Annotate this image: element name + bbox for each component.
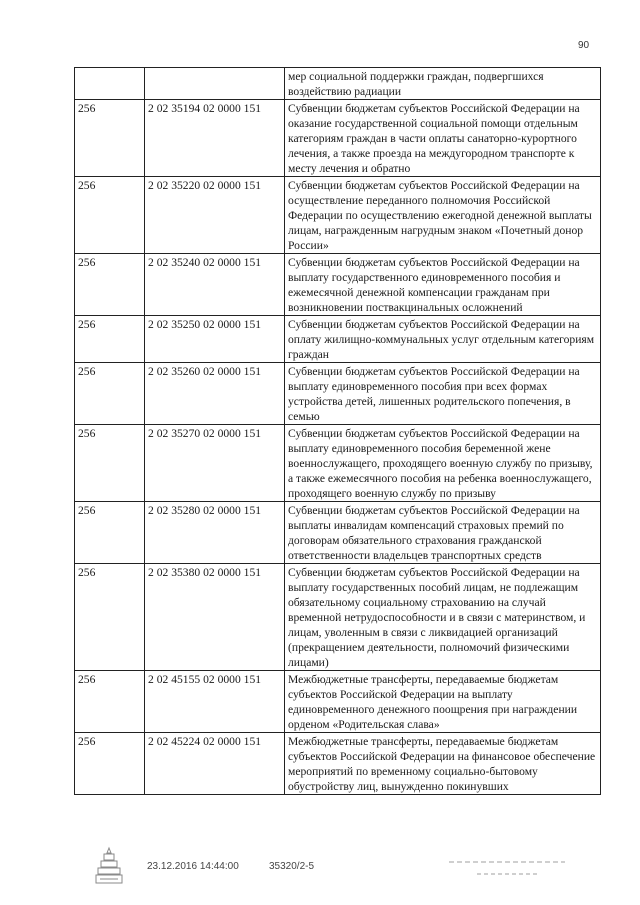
classification-code-cell: 2 02 35194 02 0000 151 [145,100,285,177]
admin-code-cell: 256 [75,100,145,177]
table-row [75,425,601,502]
table-row [75,671,601,733]
classification-code-cell: 2 02 35240 02 0000 151 [145,254,285,316]
description-cell: Межбюджетные трансферты, передаваемые бюджетам субъектов Российской Федерации на выплату единовременного денежного поощрения при награждении орденом «Родительская слава» [285,671,601,733]
description-cell: Субвенции бюджетам субъектов Российской Федерации на оплату жилищно-коммунальных услуг отдельным категориям граждан [285,316,601,363]
description-cell: Субвенции бюджетам субъектов Российской Федерации на осуществление переданного полномочия Российской Федерации по осуществлению ежегодной денежной выплаты лицам, награжденным нагрудным знаком «Почетный донор России» [285,177,601,254]
stamp-icon [94,845,124,887]
table-row [75,254,601,316]
classification-code-cell: 2 02 45224 02 0000 151 [145,733,285,795]
description-cell: Субвенции бюджетам субъектов Российской Федерации на выплату государственных пособий лицам, не подлежащим обязательному социальному страхованию на случай временной нетрудоспособности и в связи с материнством, и лицам, уволенным в связи с ликвидацией организаций (прекращением деятельности, полномочий физическими лицами) [285,564,601,671]
classification-code-cell: 2 02 35270 02 0000 151 [145,425,285,502]
classification-code-cell: 2 02 45155 02 0000 151 [145,671,285,733]
admin-code-cell: 256 [75,671,145,733]
table-row [75,316,601,363]
table-row [75,68,601,100]
classification-code-cell: 2 02 35250 02 0000 151 [145,316,285,363]
classification-code-cell [145,68,285,100]
table-row [75,100,601,177]
admin-code-cell: 256 [75,316,145,363]
admin-code-cell: 256 [75,564,145,671]
description-cell: Субвенции бюджетам субъектов Российской Федерации на выплату единовременного пособия при всех формах устройства детей, лишенных родительского попечения, в семью [285,363,601,425]
description-cell: Субвенции бюджетам субъектов Российской Федерации на выплаты инвалидам компенсаций страховых премий по договорам обязательного страхования гражданской ответственности владельцев транспортных средств [285,502,601,564]
table-row [75,177,601,254]
table-body [75,68,601,795]
admin-code-cell: 256 [75,363,145,425]
admin-code-cell [75,68,145,100]
description-cell: мер социальной поддержки граждан, подвергшихся воздействию радиации [285,68,601,100]
footer-document-number: 35320/2-5 [269,861,315,872]
classification-code-cell: 2 02 35260 02 0000 151 [145,363,285,425]
description-cell: Субвенции бюджетам субъектов Российской Федерации на оказание государственной социальной помощи отдельным категориям граждан в части оплаты санаторно-курортного лечения, а также проезда на междугородном транспорте к месту лечения и обратно [285,100,601,177]
table-row [75,733,601,795]
admin-code-cell: 256 [75,502,145,564]
description-cell: Субвенции бюджетам субъектов Российской Федерации на выплату государственного единовременного пособия и ежемесячной денежной компенсации гражданам при возникновении поствакцинальных осложнений [285,254,601,316]
admin-code-cell: 256 [75,177,145,254]
table-row [75,502,601,564]
footer-date: 23.12.2016 14:44:00 [147,861,239,872]
table-row [75,564,601,671]
table-row [75,363,601,425]
description-cell: Субвенции бюджетам субъектов Российской Федерации на выплату единовременного пособия беременной жене военнослужащего, проходящего военную службу по призыву, а также ежемесячного пособия на ребенка военнослужащего, проходящего военную службу по призыву [285,425,601,502]
page-number: 90 [578,40,590,51]
admin-code-cell: 256 [75,733,145,795]
watermark-icon [447,856,567,883]
classification-code-cell: 2 02 35380 02 0000 151 [145,564,285,671]
description-cell: Межбюджетные трансферты, передаваемые бюджетам субъектов Российской Федерации на финансовое обеспечение мероприятий по временному социально-бытовому обустройству лиц, вынужденно покинувших [285,733,601,795]
admin-code-cell: 256 [75,425,145,502]
budget-codes-table [74,67,601,795]
admin-code-cell: 256 [75,254,145,316]
classification-code-cell: 2 02 35220 02 0000 151 [145,177,285,254]
classification-code-cell: 2 02 35280 02 0000 151 [145,502,285,564]
